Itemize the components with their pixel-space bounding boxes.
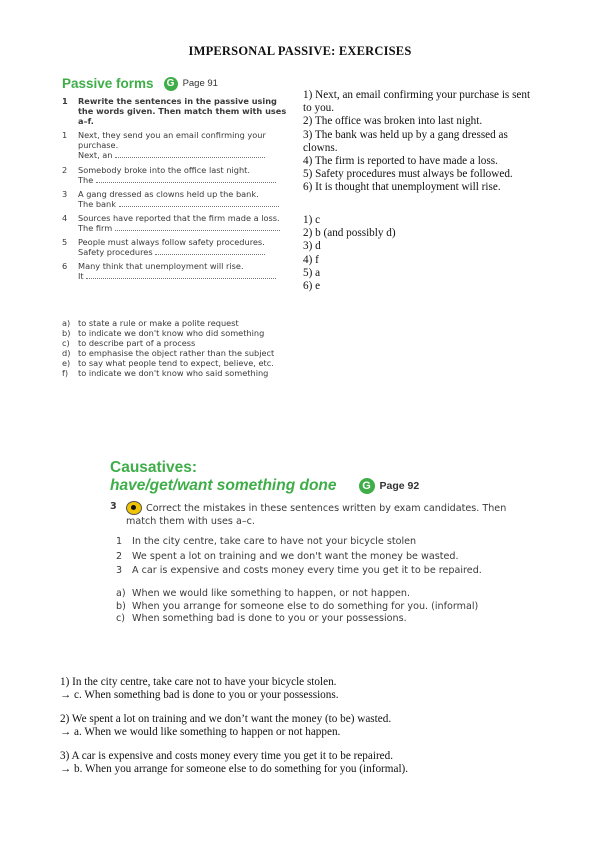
- exercise-3-instruction: 3 Correct the mistakes in these sentences written by exam candidates. Then match them with uses a–c.: [110, 501, 507, 527]
- causatives-heading: Causatives:: [110, 459, 198, 476]
- answer-line: 2) The office was broken into last night.: [303, 115, 483, 128]
- use-option: a) When we would like something to happen, or not happen.: [116, 587, 411, 599]
- answer-line: 5) Safety procedures must always be followed.: [303, 168, 513, 181]
- causatives-subheading: have/get/want something done: [110, 477, 337, 494]
- exercise-item: 6 Many think that unemployment will rise. It: [62, 261, 294, 281]
- exercise-3: [110, 501, 510, 626]
- exercise-item: 1 Next, they send you an email confirming your purchase. Next, an: [62, 130, 266, 161]
- use-option: e) to say what people tend to expect, believe, etc.: [62, 358, 274, 369]
- use-option: c) to describe part of a process: [62, 338, 196, 349]
- passive-answers: [303, 89, 533, 195]
- passive-forms-heading: Passive forms: [62, 76, 154, 91]
- causatives-subheading-row: [110, 477, 419, 495]
- answer-key: 2) b (and possibly d): [303, 227, 396, 240]
- page-ref: Page 92: [379, 480, 420, 492]
- use-option: b) When you arrange for someone else to do something for you. (informal): [116, 600, 479, 612]
- exercise-item: 5 People must always follow safety procedures. Safety procedures: [62, 237, 265, 258]
- use-option: d) to emphasise the object rather than the subject: [62, 348, 275, 359]
- answer-line: 6) It is thought that unemployment will rise.: [303, 181, 501, 194]
- grammar-g-icon: G: [164, 77, 178, 91]
- page-ref: Page 91: [182, 78, 218, 89]
- answer-block: 2) We spent a lot on training and we don’t want the money (to be) wasted. → a. When we would like something to happen or not happen.: [60, 712, 392, 739]
- answer-line: 1) Next, an email confirming your purchase is sent to you.: [303, 89, 531, 115]
- answer-key: 1) c: [303, 214, 321, 226]
- passive-forms-header: [62, 76, 218, 91]
- answer-key: 5) a: [303, 266, 321, 279]
- exercise-number: 1: [62, 96, 68, 106]
- exercise-item: 2 Somebody broke into the office last night. The: [62, 165, 294, 185]
- exercise-number: 3: [110, 501, 117, 512]
- answer-line: 4) The firm is reported to have made a loss.: [303, 155, 498, 168]
- exercise-1-instruction: 1 Rewrite the sentences in the passive using the words given. Then match them with uses a–f.: [62, 96, 287, 127]
- uses-list: [62, 318, 294, 379]
- use-option: c) When something bad is done to you or your possessions.: [116, 613, 407, 625]
- page-title: IMPERSONAL PASSIVE: EXERCISES: [188, 44, 412, 58]
- answer-keys: [303, 214, 396, 293]
- exam-eye-icon: [126, 501, 142, 515]
- exercise-item: 4 Sources have reported that the firm made a loss. The firm: [62, 212, 280, 234]
- answer-key: 4) f: [303, 253, 319, 266]
- grammar-g-icon: G: [359, 478, 375, 494]
- exercise-item: 2 We spent a lot on training and we don't want the money be wasted.: [116, 550, 459, 562]
- exercise-item: 1 In the city centre, take care to have not your bicycle stolen: [116, 536, 417, 548]
- use-option: f) to indicate we don't know who said something: [62, 368, 269, 379]
- exercise-item: 3 A car is expensive and costs money every time you get it to be repaired.: [116, 565, 482, 577]
- causative-answers: [60, 676, 560, 786]
- answer-block: 3) A car is expensive and costs money every time you get it to be repaired. → b. When you arrange for someone else to do something for you (informal).: [60, 749, 409, 776]
- answer-key: 6) e: [303, 280, 321, 293]
- use-option: a) to state a rule or make a polite request: [62, 318, 239, 328]
- answer-line: 3) The bank was held up by a gang dressed as clowns.: [303, 128, 508, 154]
- answer-key: 3) d: [303, 240, 321, 253]
- use-option: b) to indicate we don't know who did something: [62, 328, 265, 339]
- exercise-item: 3 A gang dressed as clowns held up the bank. The bank: [62, 189, 294, 209]
- exercise-1: [62, 96, 294, 282]
- answer-block: 1) In the city centre, take care not to have your bicycle stolen. → c. When something bad is done to you or your possessions.: [60, 676, 339, 702]
